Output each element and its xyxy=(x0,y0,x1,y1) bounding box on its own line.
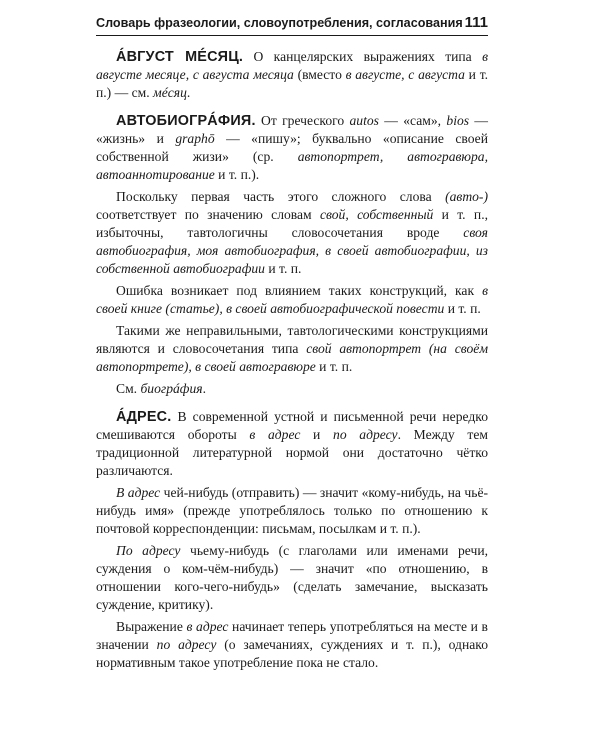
cross-reference: См. биогрáфия. xyxy=(116,381,206,396)
entry-paragraph: ÁВГУСТ МÉСЯЦ. О канцелярских выражениях типа в августе месяце, с августа месяца (вместо в августе, с августа и т. п.) — см. мéсяц. xyxy=(96,49,489,100)
headword: АВТОБИОГРÁФИЯ. xyxy=(116,113,256,129)
headword: ÁВГУСТ МÉСЯЦ. xyxy=(116,49,244,65)
dictionary-page xyxy=(96,14,488,682)
entry-paragraph: По адресу чьему-нибудь (с глаголами или именами речи, суждения о ком-чём-нибудь) — значит «по отношению, в отношении кого-чего-нибудь» (сделать замечание, высказать суждение, критику). xyxy=(96,543,488,612)
entry-paragraph: ÁДРЕС. В современной устной и письменной речи нередко смешиваются обороты в адрес и по адресу. Между тем традиционной литературной нормой они достаточно чётко различаются. xyxy=(96,409,488,478)
entry-avgust-mesyats xyxy=(96,48,488,102)
page-number: 111 xyxy=(464,14,488,31)
entry-paragraph: АВТОБИОГРÁФИЯ. От греческого autos — «сам», bios — «жизнь» и graphō — «пишу»; буквально «описание своей собственной жизи» (ср. автопортрет, автогравюра, автоаннотирование и т. п.). xyxy=(96,113,489,182)
entry-paragraph: Такими же неправильными, тавтологическими конструкциями являются и словосочетания типа свой автопортрет (на своём автопортрете), в своей автогравюре и т. п. xyxy=(96,323,489,374)
entry-adres xyxy=(96,408,488,672)
running-head xyxy=(96,14,488,36)
entry-paragraph: В адрес чей-нибудь (отправить) — значит «кому-нибудь, на чьё-нибудь имя» (прежде употреблялось только по отношению к почтовой корреспонденции: письмам, посылкам и т. п.). xyxy=(96,485,489,536)
entry-paragraph: Выражение в адрес начинает теперь употребляться на месте и в значении по адресу (о замечаниях, суждениях и т. п.), однако нормативным такое употребление пока не стало. xyxy=(96,619,488,670)
entry-paragraph: Поскольку первая часть этого сложного слова (авто-) соответствует по значению словам свой, собственный и т. п., избыточны, тавтологичны словосочетания вроде своя автобиография, моя автобиография, в своей автобиографии, из собственной автобиографии и т. п. xyxy=(96,189,488,276)
entry-avtobiografiya xyxy=(96,112,488,398)
entry-paragraph: Ошибка возникает под влиянием таких конструкций, как в своей книге (статье), в своей автобиографической повести и т. п. xyxy=(96,283,488,316)
headword: ÁДРЕС. xyxy=(116,409,172,425)
running-head-title: Словарь фразеологии, словоупотребления, согласования xyxy=(96,16,463,30)
